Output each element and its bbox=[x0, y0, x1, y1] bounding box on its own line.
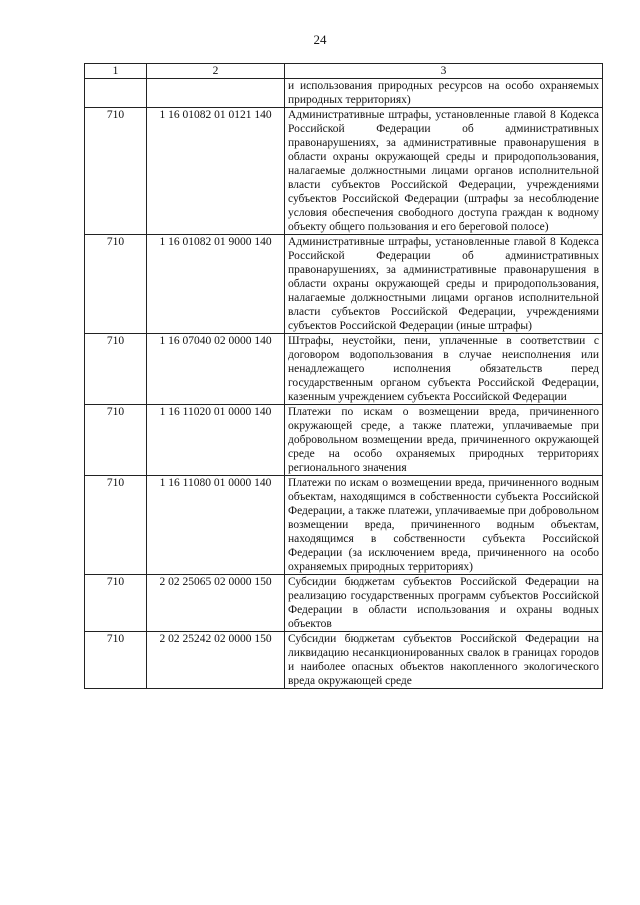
table-row bbox=[85, 575, 603, 632]
description-cell: Платежи по искам о возмещении вреда, причиненного водным объектам, находящимся в собственности субъекта Российской Федерации, а также платежи, уплачиваемые при добровольном возмещении вреда, причиненного водным объектам, находящимся в собственности субъекта Российской Федерации (за исключением вреда, причиненного на особо охраняемых природных территориях) bbox=[285, 476, 603, 575]
kbk-code-cell: 1 16 07040 02 0000 140 bbox=[147, 334, 285, 405]
kbk-code-cell: 1 16 01082 01 0121 140 bbox=[147, 108, 285, 235]
kbk-code-cell: 1 16 11080 01 0000 140 bbox=[147, 476, 285, 575]
header-col-3: 3 bbox=[285, 64, 603, 79]
admin-code-cell: 710 bbox=[85, 108, 147, 235]
table-header-row bbox=[85, 64, 603, 79]
table-row bbox=[85, 235, 603, 334]
description-cell: Субсидии бюджетам субъектов Российской Федерации на ликвидацию несанкционированных свалок в границах городов и наиболее опасных объектов накопленного экологического вреда окружающей среде bbox=[285, 632, 603, 689]
kbk-code-cell bbox=[147, 79, 285, 108]
table-row bbox=[85, 334, 603, 405]
table-row bbox=[85, 79, 603, 108]
kbk-code-cell: 1 16 01082 01 9000 140 bbox=[147, 235, 285, 334]
table-row bbox=[85, 476, 603, 575]
kbk-code-cell: 2 02 25242 02 0000 150 bbox=[147, 632, 285, 689]
admin-code-cell bbox=[85, 79, 147, 108]
admin-code-cell: 710 bbox=[85, 575, 147, 632]
description-cell: Административные штрафы, установленные главой 8 Кодекса Российской Федерации об административных правонарушениях, за административные правонарушения в области охраны окружающей среды и природопользования, налагаемые должностными лицами органов исполнительной власти субъектов Российской Федерации, учреждениями субъектов Российской Федерации (иные штрафы) bbox=[285, 235, 603, 334]
description-cell: Субсидии бюджетам субъектов Российской Федерации на реализацию государственных программ субъектов Российской Федерации в области использования и охраны водных объектов bbox=[285, 575, 603, 632]
description-cell: Платежи по искам о возмещении вреда, причиненного окружающей среде, а также платежи, уплачиваемые при добровольном возмещении вреда, причиненного окружающей среде на особо охраняемых природных территориях регионального значения bbox=[285, 405, 603, 476]
admin-code-cell: 710 bbox=[85, 235, 147, 334]
kbk-code-cell: 2 02 25065 02 0000 150 bbox=[147, 575, 285, 632]
description-cell: Штрафы, неустойки, пени, уплаченные в соответствии с договором водопользования в случае неисполнения или ненадлежащего исполнения обязательств перед государственным органом субъекта Российской Федерации, казенным учреждением субъекта Российской Федерации bbox=[285, 334, 603, 405]
description-cell: и использования природных ресурсов на особо охраняемых природных территориях) bbox=[285, 79, 603, 108]
header-col-1: 1 bbox=[85, 64, 147, 79]
kbk-code-cell: 1 16 11020 01 0000 140 bbox=[147, 405, 285, 476]
table-row bbox=[85, 405, 603, 476]
page-number: 24 bbox=[313, 32, 327, 47]
admin-code-cell: 710 bbox=[85, 405, 147, 476]
budget-codes-table bbox=[84, 63, 603, 689]
admin-code-cell: 710 bbox=[85, 334, 147, 405]
admin-code-cell: 710 bbox=[85, 476, 147, 575]
header-col-2: 2 bbox=[147, 64, 285, 79]
table-row bbox=[85, 108, 603, 235]
table-row bbox=[85, 632, 603, 689]
admin-code-cell: 710 bbox=[85, 632, 147, 689]
description-cell: Административные штрафы, установленные главой 8 Кодекса Российской Федерации об административных правонарушениях, за административные правонарушения в области охраны окружающей среды и природопользования, налагаемые должностными лицами органов исполнительной власти субъектов Российской Федерации, учреждениями субъектов Российской Федерации (штрафы за несоблюдение условия обеспечения свободного доступа граждан к водному объекту общего пользования и его береговой полосе) bbox=[285, 108, 603, 235]
